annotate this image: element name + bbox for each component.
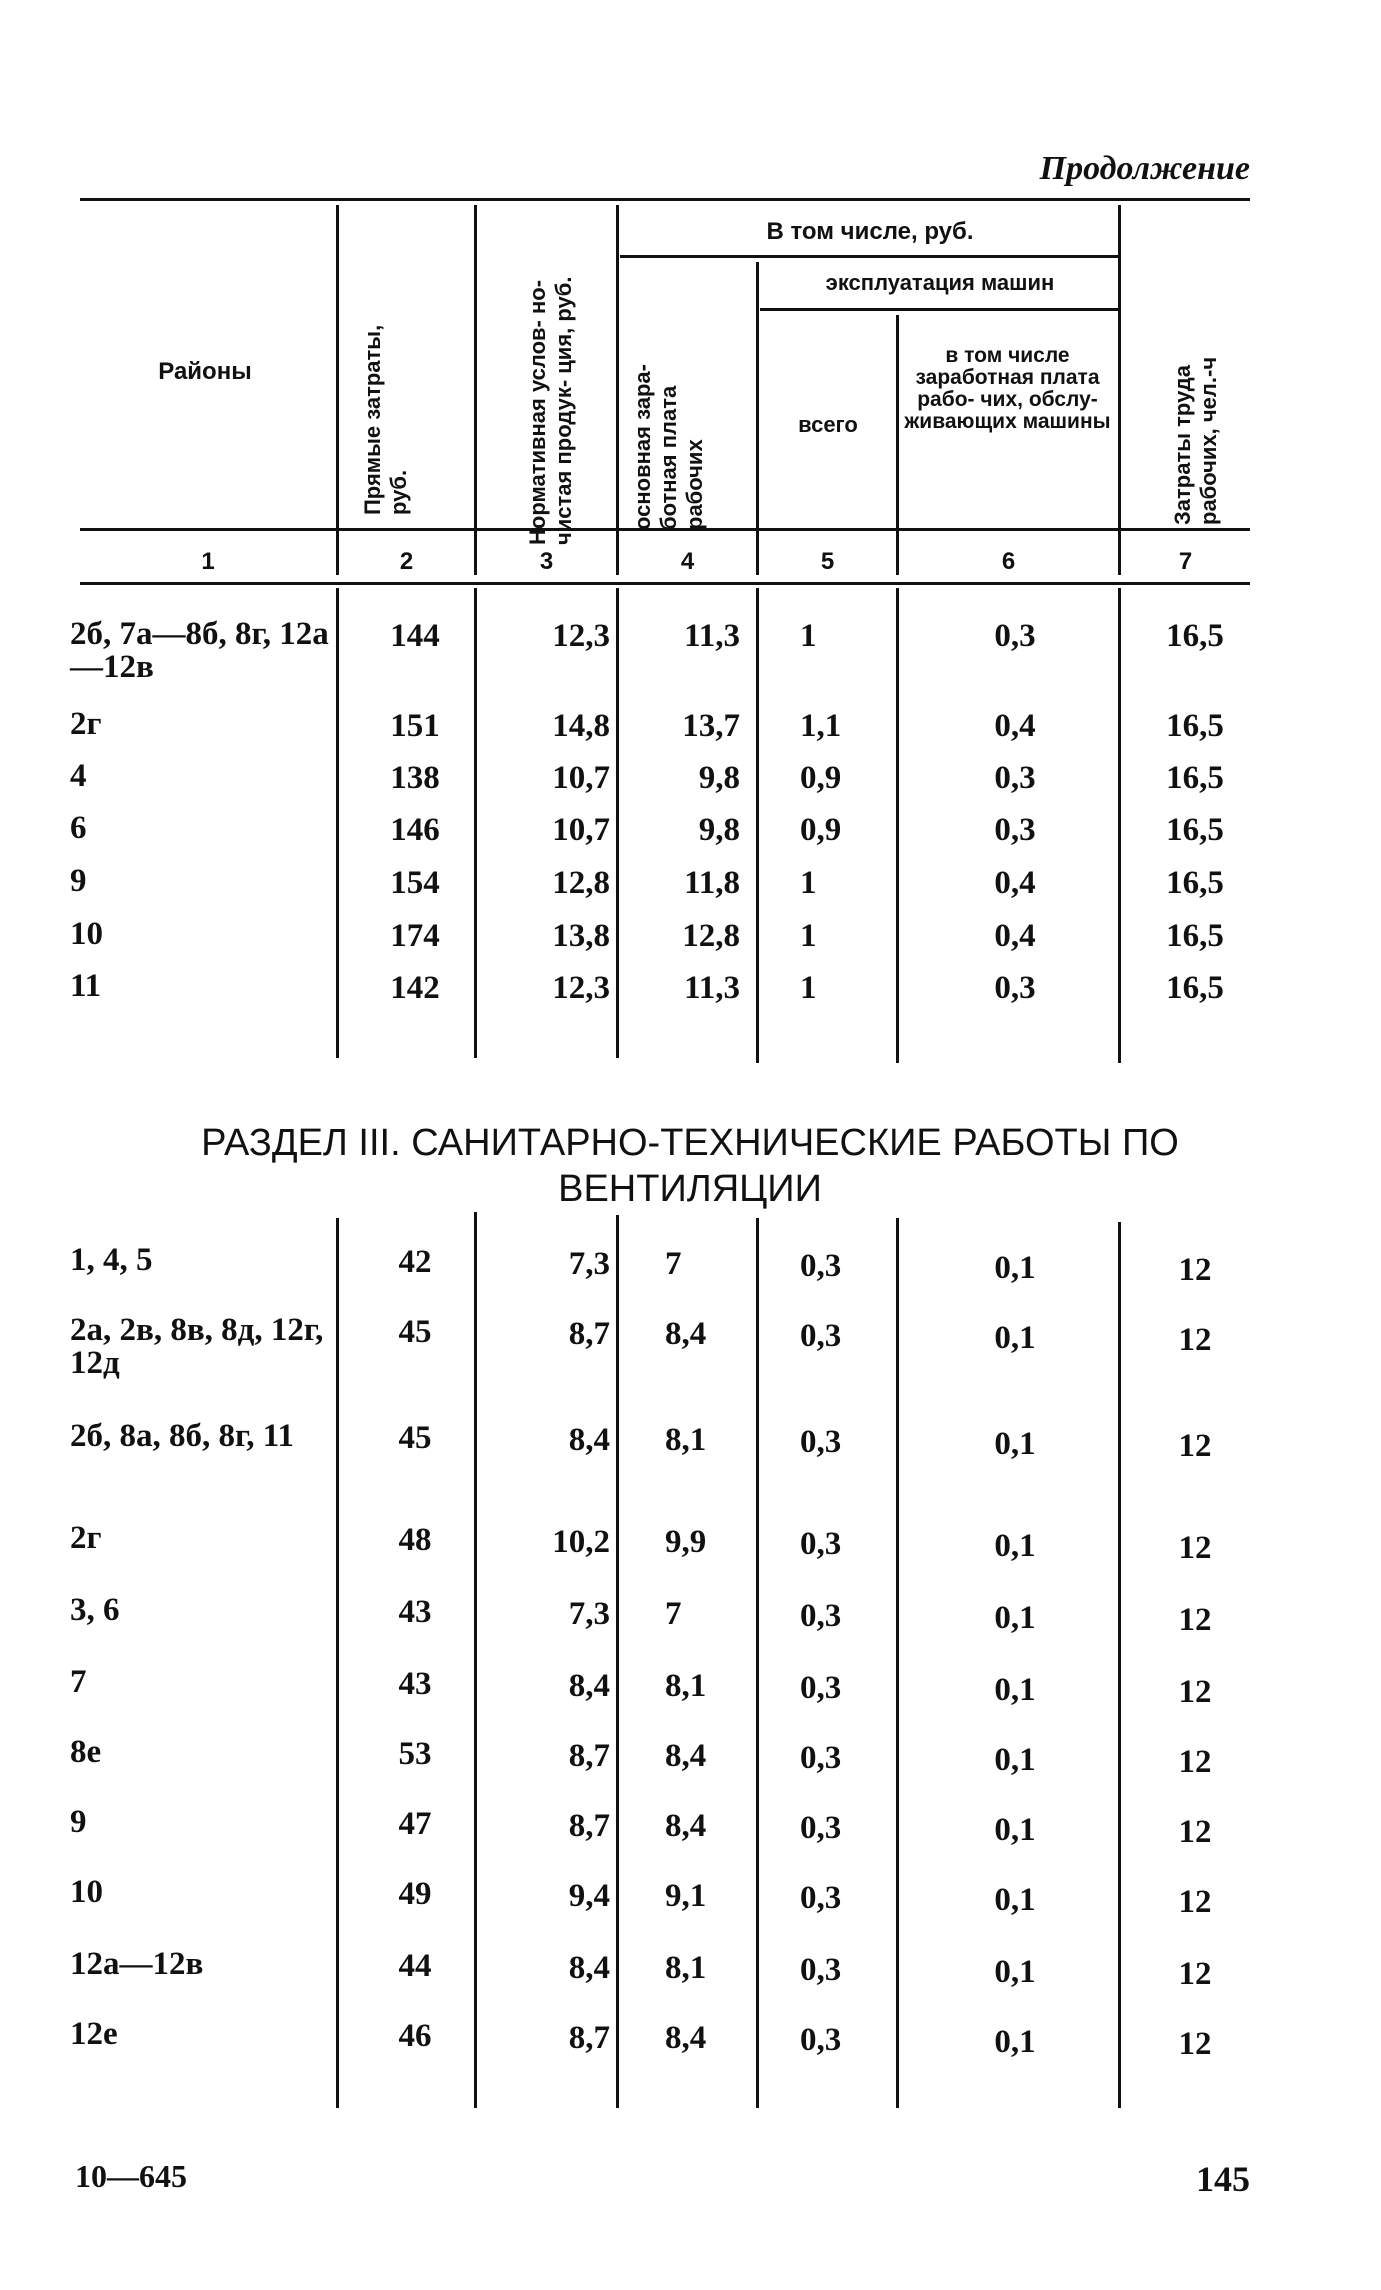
- wage-cell: 8,4: [665, 1316, 707, 1352]
- product-cell: 8,7: [568, 1316, 610, 1352]
- district-cell: 4: [70, 758, 87, 794]
- machines-total-cell: 0,9: [800, 812, 842, 848]
- t1-vline-3: [616, 588, 619, 1058]
- labor-cell: 12: [1178, 1956, 1212, 1992]
- district-cell: 11: [70, 968, 102, 1004]
- direct-costs-cell: 43: [398, 1666, 432, 1702]
- labor-cell: 12: [1178, 1814, 1212, 1850]
- header-base-wage: основная зара- ботная плата рабочих: [630, 364, 707, 530]
- colnum-7: 7: [1178, 548, 1193, 575]
- header-including-group: В том числе, руб.: [766, 218, 974, 245]
- direct-costs-cell: 144: [390, 618, 440, 654]
- machines-total-cell: 0,3: [800, 1952, 842, 1988]
- machines-total-cell: 0,3: [800, 1526, 842, 1562]
- labor-cell: 12: [1178, 1322, 1212, 1358]
- product-cell: 10,2: [552, 1524, 610, 1560]
- machine-wage-cell: 0,1: [994, 1426, 1036, 1462]
- t1-vline-2: [474, 588, 477, 1058]
- group-rule: [620, 255, 1120, 258]
- machines-total-cell: 0,3: [800, 1740, 842, 1776]
- direct-costs-cell: 154: [390, 865, 440, 901]
- wage-cell: 8,1: [665, 1422, 707, 1458]
- machine-wage-cell: 0,1: [994, 1742, 1036, 1778]
- continuation-label: Продолжение: [1039, 150, 1250, 187]
- vline-2: [474, 205, 477, 575]
- district-cell: 3, 6: [70, 1592, 120, 1628]
- machine-wage-cell: 0,4: [994, 865, 1036, 901]
- district-cell: 9: [70, 863, 87, 899]
- machines-total-cell: 0,9: [800, 760, 842, 796]
- direct-costs-cell: 146: [390, 812, 440, 848]
- district-cell: 10: [70, 916, 103, 952]
- vline-1: [336, 205, 339, 575]
- machine-wage-cell: 0,4: [994, 708, 1036, 744]
- machines-total-cell: 0,3: [800, 1248, 842, 1284]
- header-machine-operation: эксплуатация машин: [825, 270, 1055, 295]
- direct-costs-cell: 44: [398, 1948, 432, 1984]
- colnum-1: 1: [201, 548, 215, 575]
- direct-costs-cell: 151: [390, 708, 440, 744]
- product-cell: 14,8: [552, 708, 610, 744]
- header-normative-product: Нормативная услов- но-чистая продук- ция, руб.: [525, 276, 576, 545]
- product-cell: 7,3: [568, 1246, 610, 1282]
- wage-cell: 9,8: [698, 812, 740, 848]
- labor-cell: 16,5: [1166, 970, 1224, 1006]
- product-cell: 8,7: [568, 1738, 610, 1774]
- wage-cell: 11,3: [684, 970, 740, 1006]
- labor-cell: 12: [1178, 1884, 1212, 1920]
- direct-costs-cell: 48: [398, 1522, 432, 1558]
- product-cell: 12,3: [552, 970, 610, 1006]
- labor-cell: 16,5: [1166, 865, 1224, 901]
- machine-wage-cell: 0,1: [994, 1320, 1036, 1356]
- product-cell: 9,4: [568, 1878, 610, 1914]
- machines-total-cell: 1,1: [800, 708, 842, 744]
- machine-wage-cell: 0,1: [994, 1954, 1036, 1990]
- colnum-2: 2: [399, 548, 414, 575]
- section-title-line2: ВЕНТИЛЯЦИИ: [558, 1168, 822, 1210]
- colnum-4: 4: [680, 548, 695, 575]
- district-cell: 12а—12в: [70, 1946, 204, 1982]
- labor-cell: 12: [1178, 2026, 1212, 2062]
- labor-cell: 16,5: [1166, 918, 1224, 954]
- labor-cell: 16,5: [1166, 618, 1224, 654]
- labor-cell: 12: [1178, 1252, 1212, 1288]
- direct-costs-cell: 45: [398, 1314, 432, 1350]
- product-cell: 13,8: [552, 918, 610, 954]
- page-number: 145: [1196, 2159, 1250, 2199]
- labor-cell: 16,5: [1166, 812, 1224, 848]
- vline-4: [756, 262, 759, 575]
- machines-total-cell: 0,3: [800, 1598, 842, 1634]
- colnum-5: 5: [820, 548, 835, 575]
- wage-cell: 7: [665, 1246, 682, 1282]
- vline-3: [616, 205, 619, 575]
- header-labor-costs: Затраты труда рабочих, чел.-ч: [1170, 356, 1221, 525]
- vline-5: [896, 315, 899, 575]
- product-cell: 12,8: [552, 865, 610, 901]
- labor-cell: 12: [1178, 1744, 1212, 1780]
- labor-cell: 16,5: [1166, 708, 1224, 744]
- machines-total-cell: 1: [800, 970, 817, 1006]
- direct-costs-cell: 47: [398, 1806, 432, 1842]
- product-cell: 12,3: [552, 618, 610, 654]
- product-cell: 8,4: [568, 1950, 610, 1986]
- direct-costs-cell: 138: [390, 760, 440, 796]
- labor-cell: 16,5: [1166, 760, 1224, 796]
- wage-cell: 8,1: [665, 1668, 707, 1704]
- machine-wage-cell: 0,4: [994, 918, 1036, 954]
- section-title: [100, 1120, 1280, 1212]
- wage-cell: 8,4: [665, 2020, 707, 2056]
- direct-costs-cell: 42: [398, 1244, 432, 1280]
- machines-total-cell: 0,3: [800, 1810, 842, 1846]
- district-cell: 8е: [70, 1734, 102, 1770]
- header-machine-wage: в том числе заработная плата рабо- чих, обслу- живающих машины: [904, 344, 1111, 433]
- machine-wage-cell: 0,3: [994, 970, 1036, 1006]
- labor-cell: 12: [1178, 1674, 1212, 1710]
- t1-vline-4: [756, 588, 759, 1063]
- direct-costs-cell: 142: [390, 970, 440, 1006]
- district-cell: 1, 4, 5: [70, 1242, 153, 1278]
- footer-signature: 10—645: [75, 2158, 187, 2194]
- machine-wage-cell: 0,1: [994, 1600, 1036, 1636]
- wage-cell: 8,1: [665, 1950, 707, 1986]
- wage-cell: 12,8: [682, 918, 740, 954]
- district-cell: 2г: [70, 1520, 102, 1556]
- wage-cell: 11,8: [684, 865, 740, 901]
- product-cell: 8,4: [568, 1668, 610, 1704]
- machine-wage-cell: 0,1: [994, 1528, 1036, 1564]
- machines-total-cell: 1: [800, 865, 817, 901]
- machines-rule: [760, 308, 1120, 311]
- vline-6: [1118, 205, 1121, 575]
- wage-cell: 11,3: [684, 618, 740, 654]
- district-cell: 10: [70, 1874, 103, 1910]
- product-cell: 7,3: [568, 1596, 610, 1632]
- header-districts: Районы: [158, 358, 252, 385]
- header-direct-costs: Прямые затраты, руб.: [360, 324, 411, 515]
- colnum-6: 6: [1001, 548, 1016, 575]
- wage-cell: 9,9: [665, 1524, 707, 1560]
- district-cell: 2б, 7а—8б, 8г, 12а—12в: [70, 616, 329, 685]
- wage-cell: 8,4: [665, 1738, 707, 1774]
- product-cell: 10,7: [552, 760, 610, 796]
- district-cell: 2г: [70, 706, 102, 742]
- direct-costs-cell: 46: [398, 2018, 432, 2054]
- colnum-3: 3: [539, 548, 554, 575]
- machines-total-cell: 0,3: [800, 1318, 842, 1354]
- t2-vline-2: [474, 1212, 477, 2108]
- direct-costs-cell: 53: [398, 1736, 432, 1772]
- colnum-bottom-rule: [80, 582, 1250, 585]
- machines-total-cell: 1: [800, 618, 817, 654]
- district-cell: 7: [70, 1664, 87, 1700]
- labor-cell: 12: [1178, 1602, 1212, 1638]
- t2-vline-6: [1118, 1222, 1121, 2108]
- district-cell: 2б, 8а, 8б, 8г, 11: [70, 1418, 294, 1454]
- machines-total-cell: 0,3: [800, 1880, 842, 1916]
- machine-wage-cell: 0,1: [994, 1812, 1036, 1848]
- direct-costs-cell: 49: [398, 1876, 432, 1912]
- t2-vline-3: [616, 1215, 619, 2108]
- machine-wage-cell: 0,1: [994, 1882, 1036, 1918]
- product-cell: 8,4: [568, 1422, 610, 1458]
- machines-total-cell: 0,3: [800, 1424, 842, 1460]
- machine-wage-cell: 0,3: [994, 812, 1036, 848]
- district-cell: 2а, 2в, 8в, 8д, 12г, 12д: [70, 1312, 324, 1381]
- wage-cell: 13,7: [682, 708, 740, 744]
- machines-total-cell: 1: [800, 918, 817, 954]
- machines-total-cell: 0,3: [800, 1670, 842, 1706]
- header-top-rule: [80, 198, 1250, 201]
- wage-cell: 8,4: [665, 1808, 707, 1844]
- district-cell: 12е: [70, 2016, 118, 2052]
- product-cell: 8,7: [568, 1808, 610, 1844]
- wage-cell: 7: [665, 1596, 682, 1632]
- labor-cell: 12: [1178, 1428, 1212, 1464]
- direct-costs-cell: 174: [390, 918, 440, 954]
- header-machines-total: всего: [798, 412, 858, 437]
- district-cell: 9: [70, 1804, 87, 1840]
- machines-total-cell: 0,3: [800, 2022, 842, 2058]
- direct-costs-cell: 43: [398, 1594, 432, 1630]
- section-title-line1: РАЗДЕЛ III. САНИТАРНО-ТЕХНИЧЕСКИЕ РАБОТЫ ПО: [201, 1122, 1179, 1164]
- district-cell: 6: [70, 810, 87, 846]
- labor-cell: 12: [1178, 1530, 1212, 1566]
- product-cell: 10,7: [552, 812, 610, 848]
- machine-wage-cell: 0,1: [994, 1672, 1036, 1708]
- t1-vline-6: [1118, 588, 1121, 1063]
- wage-cell: 9,8: [698, 760, 740, 796]
- machine-wage-cell: 0,1: [994, 2024, 1036, 2060]
- product-cell: 8,7: [568, 2020, 610, 2056]
- machine-wage-cell: 0,1: [994, 1250, 1036, 1286]
- machine-wage-cell: 0,3: [994, 760, 1036, 796]
- direct-costs-cell: 45: [398, 1420, 432, 1456]
- machine-wage-cell: 0,3: [994, 618, 1036, 654]
- wage-cell: 9,1: [665, 1878, 707, 1914]
